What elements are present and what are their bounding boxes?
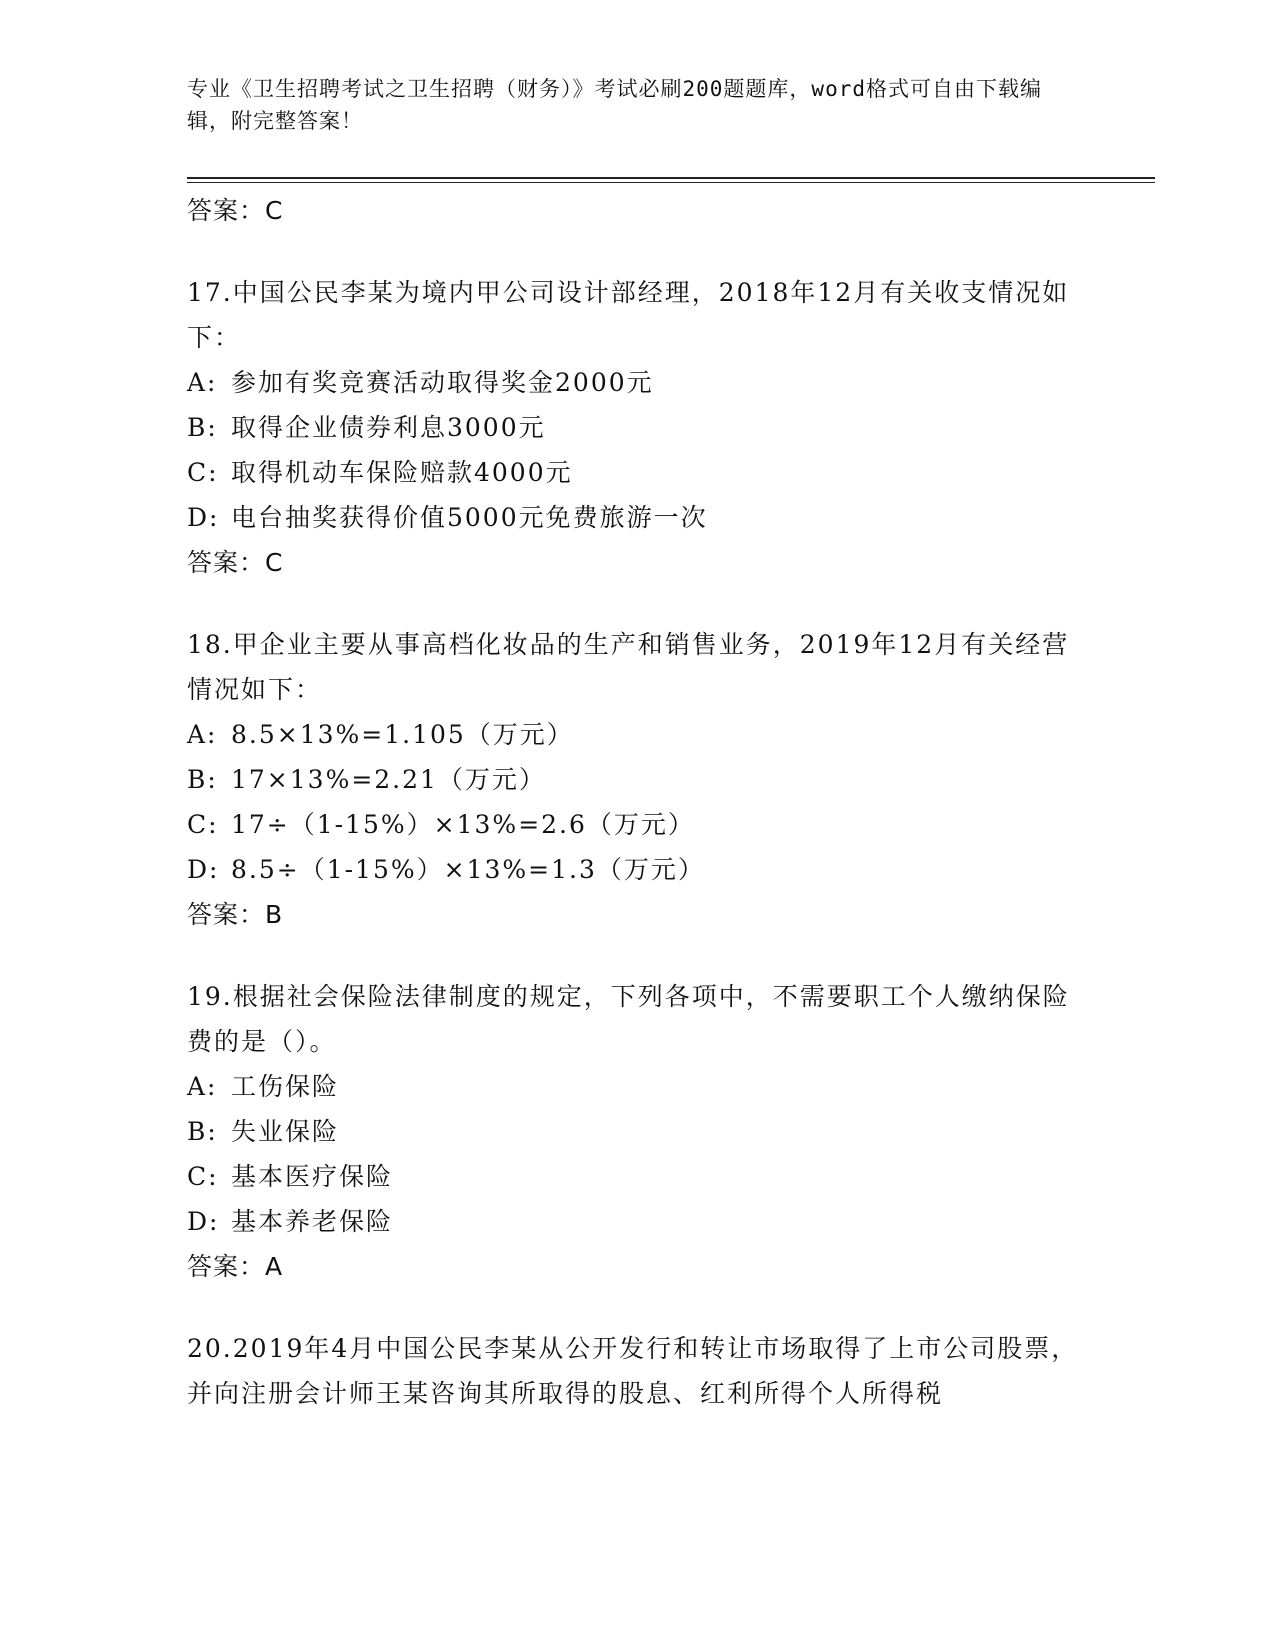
option-a xyxy=(187,360,1087,405)
option-d xyxy=(187,847,1087,892)
option-letter: C: xyxy=(187,1162,219,1191)
option-letter: D: xyxy=(187,855,220,884)
question-text: 20.2019年4月中国公民李某从公开发行和转让市场取得了上市公司股票，并向注册会计师王某咨询其所取得的股息、红利所得个人所得税 xyxy=(187,1334,1079,1408)
option-text: 基本医疗保险 xyxy=(231,1162,394,1191)
option-text: 8.5×13%=1.105（万元） xyxy=(231,720,574,749)
option-letter: D: xyxy=(187,1207,220,1236)
option-c xyxy=(187,802,1087,847)
option-letter: A: xyxy=(187,720,218,749)
option-text: 基本养老保险 xyxy=(231,1207,394,1236)
option-letter: A: xyxy=(187,368,218,397)
option-letter: D: xyxy=(187,503,220,532)
option-text: 取得机动车保险赔款4000元 xyxy=(231,458,573,487)
option-b xyxy=(187,405,1087,450)
option-text: 电台抽奖获得价值5000元免费旅游一次 xyxy=(231,503,708,532)
option-c xyxy=(187,1154,1087,1199)
header-divider-thin xyxy=(187,182,1155,183)
answer-line: 答案：C xyxy=(187,548,284,577)
header-divider xyxy=(187,177,1155,179)
option-a xyxy=(187,1064,1087,1109)
question-text: 19.根据社会保险法律制度的规定，下列各项中，不需要职工个人缴纳保险费的是（）。 xyxy=(187,982,1070,1056)
question-block xyxy=(187,622,1087,938)
option-text: 工伤保险 xyxy=(231,1072,340,1101)
question-block xyxy=(187,1326,1087,1416)
question-text: 18.甲企业主要从事高档化妆品的生产和销售业务，2019年12月有关经营情况如下： xyxy=(187,630,1070,704)
question-block xyxy=(187,974,1087,1290)
option-letter: B: xyxy=(187,1117,218,1146)
option-c xyxy=(187,450,1087,495)
option-letter: B: xyxy=(187,413,218,442)
option-b xyxy=(187,1109,1087,1154)
option-text: 失业保险 xyxy=(231,1117,340,1146)
option-a xyxy=(187,712,1087,757)
answer-line: 答案：C xyxy=(187,196,284,225)
option-b xyxy=(187,757,1087,802)
option-letter: A: xyxy=(187,1072,218,1101)
option-letter: C: xyxy=(187,810,219,839)
question-block xyxy=(187,270,1087,586)
option-text: 参加有奖竞赛活动取得奖金2000元 xyxy=(231,368,654,397)
document-header: 专业《卫生招聘考试之卫生招聘（财务）》考试必刷200题题库，word格式可自由下载编辑，附完整答案！ xyxy=(187,77,1042,133)
option-d xyxy=(187,1199,1087,1244)
option-text: 17÷（1-15%）×13%=2.6（万元） xyxy=(231,810,695,839)
option-d xyxy=(187,495,1087,540)
answer-line: 答案：B xyxy=(187,900,284,929)
option-text: 8.5÷（1-15%）×13%=1.3（万元） xyxy=(231,855,705,884)
option-text: 取得企业债券利息3000元 xyxy=(231,413,546,442)
question-list xyxy=(187,188,1087,1416)
option-letter: C: xyxy=(187,458,219,487)
option-text: 17×13%=2.21（万元） xyxy=(231,765,546,794)
answer-line: 答案：A xyxy=(187,1252,284,1281)
option-letter: B: xyxy=(187,765,218,794)
question-text: 17.中国公民李某为境内甲公司设计部经理，2018年12月有关收支情况如下： xyxy=(187,278,1070,352)
